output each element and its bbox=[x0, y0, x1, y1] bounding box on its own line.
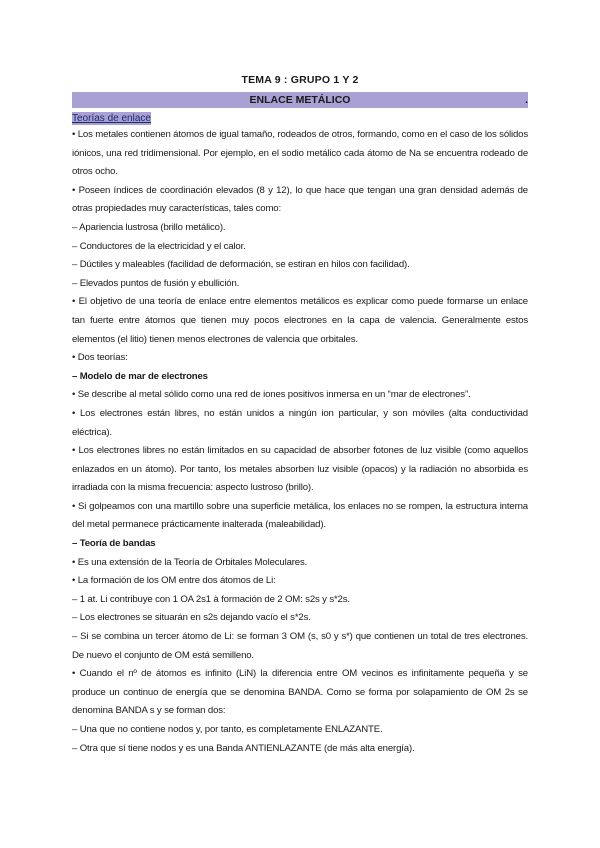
document-page bbox=[72, 74, 528, 758]
list-item: – Apariencia lustrosa (brillo metálico). bbox=[72, 221, 226, 233]
list-item: – 1 at. Li contribuye con 1 OA 2s1 à formación de 2 OM: s2s y s*2s. bbox=[72, 593, 350, 605]
list-item: – Los electrones se situarán en s2s dejando vacío el s*2s. bbox=[72, 612, 311, 624]
paragraph: • Los electrones están libres, no están unidos a ningún ion particular, y son móviles (alta conductividad eléctrica). bbox=[72, 407, 528, 438]
banner-title: ENLACE METÁLICO bbox=[249, 94, 351, 106]
list-item: – Dúctiles y maleables (facilidad de deformación, se estiran en hilos con facilidad). bbox=[72, 259, 410, 271]
paragraph: • El objetivo de una teoría de enlace entre elementos metálicos es explicar como puede formarse un enlace tan fuerte entre átomos que tienen muy pocos electrones en la capa de valencia. Generalmente estos elementos (el litio) tienen menos electrones de valencia que orbitales. bbox=[72, 296, 528, 345]
section-link-teorias[interactable]: Teorías de enlace bbox=[72, 113, 151, 124]
paragraph: • Los electrones libres no están limitados en su capacidad de absorber fotones de luz visible (como aquellos enlazados en un átomo). Por tanto, los metales absorben luz visible (opacos) y la radiación no absorbida es irradiada con la misma frecuencia: aspecto lustroso (brillo). bbox=[72, 445, 528, 494]
list-item: – Una que no contiene nodos y, por tanto, es completamente ENLAZANTE. bbox=[72, 724, 383, 735]
body-text bbox=[72, 126, 528, 758]
paragraph: • La formación de los OM entre dos átomos de Li: bbox=[72, 575, 276, 587]
paragraph: • Es una extensión de la Teoría de Orbitales Moleculares. bbox=[72, 556, 308, 568]
subheading-teoria-bandas: – Teoría de bandas bbox=[72, 538, 156, 550]
paragraph: • Si golpeamos con una martillo sobre una superficie metálica, los enlaces no se rompen, la estructura interna del metal permanece prácticamente inalterada (maleabilidad). bbox=[72, 500, 528, 531]
list-item: – Conductores de la electricidad y el calor. bbox=[72, 240, 246, 252]
paragraph: • Los metales contienen átomos de igual tamaño, rodeados de otros, formando, como en el caso de los sólidos iónicos, una red tridimensional. Por ejemplo, en el sodio metálico cada átomo de Na se encuentra rodeado de otros ocho. bbox=[72, 129, 528, 178]
paragraph: • Poseen índices de coordinación elevados (8 y 12), lo que hace que tengan una gran densidad además de otras propiedades muy características, tales como: bbox=[72, 184, 528, 215]
section-banner bbox=[72, 92, 528, 108]
paragraph: • Dos teorías: bbox=[72, 352, 128, 364]
list-item: – Otra que sí tiene nodos y es una Banda ANTIENLAZANTE (de más alta energía). bbox=[72, 742, 415, 754]
document-title: TEMA 9 : GRUPO 1 Y 2 bbox=[241, 74, 359, 86]
paragraph: • Cuando el nº de átomos es infinito (LiN) la diferencia entre OM vecinos es infinitamente pequeña y se produce un continuo de energía que se denomina BANDA. Como se forma por solapamiento de OM 2s se denomina BANDA s y se forman dos: bbox=[72, 668, 528, 717]
subheading-modelo-mar: – Modelo de mar de electrones bbox=[72, 370, 208, 382]
banner-mark: . bbox=[525, 94, 528, 106]
list-item: – Si se combina un tercer átomo de Li: se forman 3 OM (s, s0 y s*) que contienen un total de tres electrones. De nuevo el conjunto de OM está semilleno. bbox=[72, 631, 528, 661]
list-item: – Elevados puntos de fusión y ebullición. bbox=[72, 277, 240, 289]
paragraph: • Se describe al metal sólido como una red de iones positivos inmersa en un “mar de electrones”. bbox=[72, 389, 471, 401]
